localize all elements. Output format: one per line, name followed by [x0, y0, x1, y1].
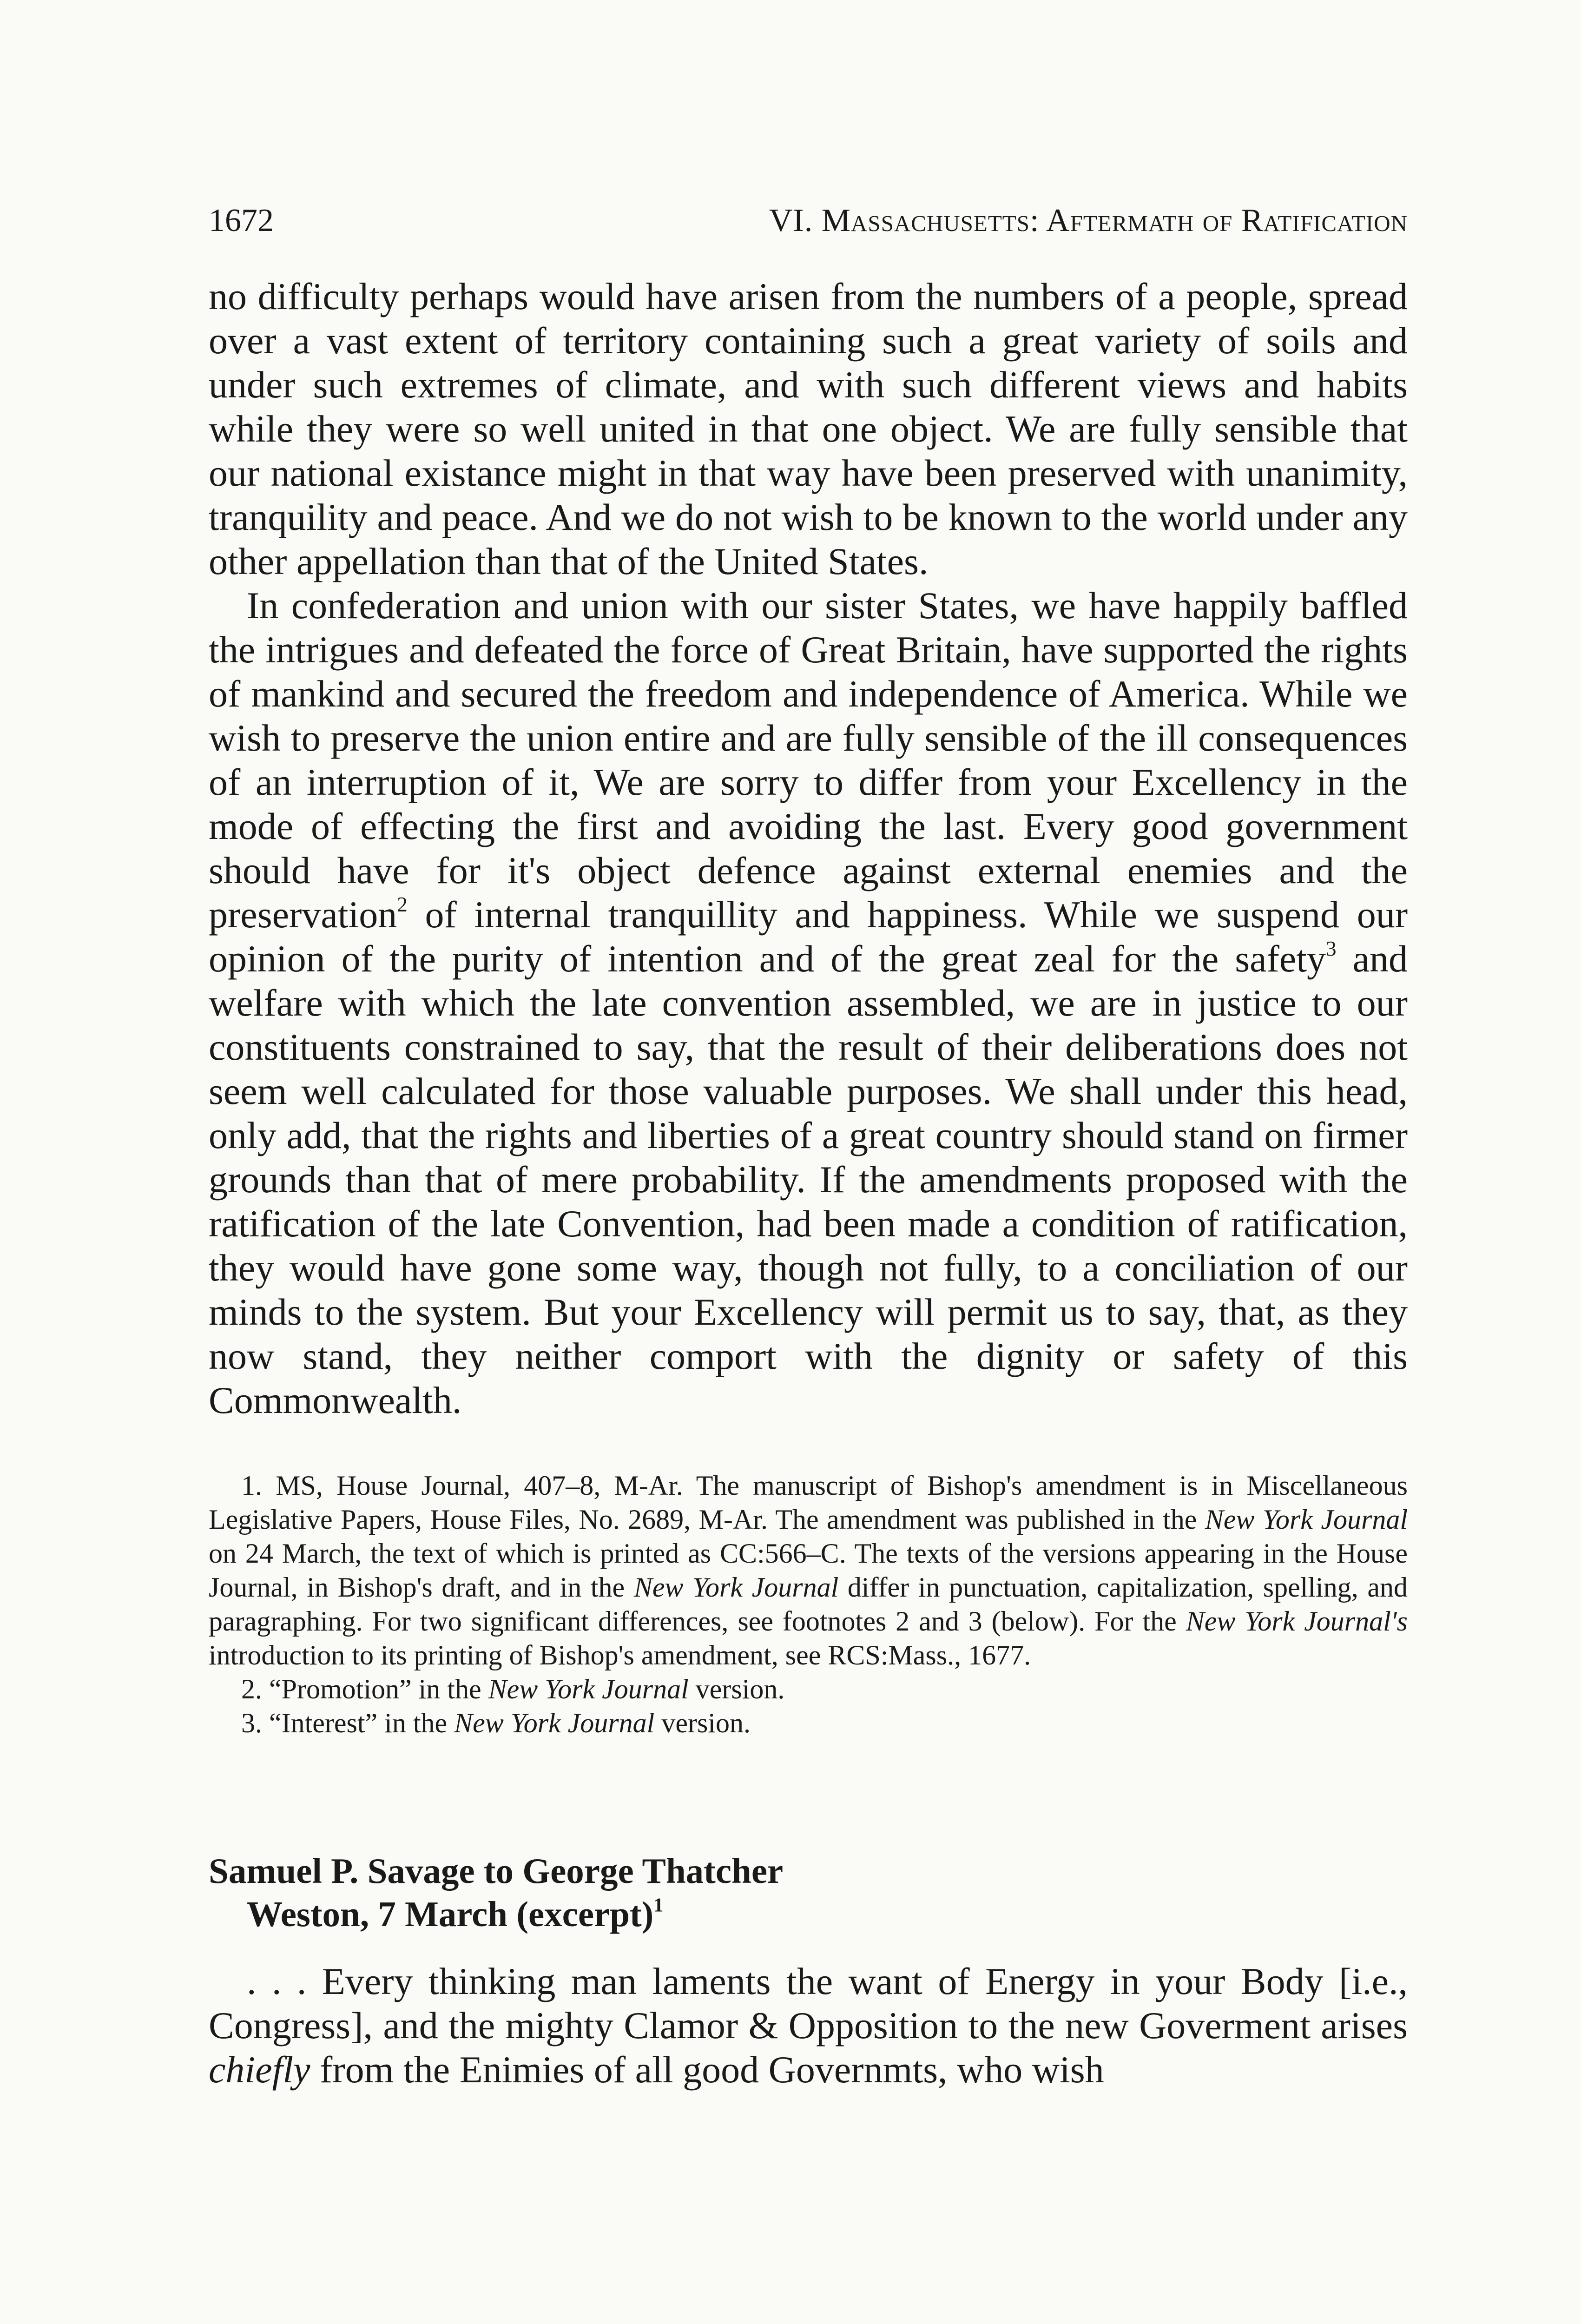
footnote-text: differ in punctuation, capitalization, spelling, and paragraphing. For two significant differences, see footnotes 2 and 3 (below). For the [209, 1572, 1408, 1637]
footnote-text: 1. MS, House Journal, 407–8, M-Ar. The manuscript of Bishop's amendment is in Miscellaneous Legislative Papers, House Files, No. 2689, M-Ar. The amendment was published in the [209, 1470, 1408, 1535]
page-number: 1672 [209, 203, 274, 238]
footnote-3 [209, 1706, 1408, 1740]
footnotes [209, 1469, 1408, 1740]
footnote-italic: New York Journal [454, 1708, 655, 1738]
footnote-ref-3: 3 [1326, 937, 1337, 961]
running-head [209, 200, 1408, 242]
paragraph-continued: no difficulty perhaps would have arisen from the numbers of a people, spread over a vast extent of territory containing such a great variety of soils and under such extremes of climate, and with such different views and habits while they were so well united in that one object. We are fully sensible that our national existance might in that way have been preserved with unanimity, tranquility and peace. And we do not wish to be known to the world under any other appellation than that of the United States. [209, 275, 1408, 582]
footnote-text: version. [688, 1674, 785, 1704]
letter-place-date-text: Weston, 7 March (excerpt) [247, 1894, 654, 1934]
page-content [209, 200, 1408, 2092]
letter-footnote-ref: 1 [653, 1894, 664, 1916]
letter-text [209, 1959, 1408, 2092]
footnote-ref-2: 2 [397, 893, 408, 917]
footnote-text: on 24 March, the text of which is printed as CC:566–C. The texts of the versions appearing in the House Journal, in Bishop's draft, and in the [209, 1538, 1408, 1603]
footnote-italic: New York Journal [488, 1674, 689, 1704]
letter-place-date [209, 1893, 1408, 1936]
letter-title: Samuel P. Savage to George Thatcher [209, 1851, 784, 1891]
footnote-text: version. [654, 1708, 751, 1738]
paragraph-confederation [209, 583, 1408, 1422]
footnote-text: introduction to its printing of Bishop's amendment, see RCS:Mass., 1677. [209, 1640, 1031, 1670]
footnote-2 [209, 1672, 1408, 1706]
footnote-italic: New York Journal [633, 1572, 839, 1603]
paragraph-text: and welfare with which the late convention assembled, we are in justice to our constituents constrained to say, that the result of their deliberations does not seem well calculated for those valuable purposes. We shall under this head, only add, that the rights and liberties of a great country should stand on firmer grounds than that of mere probability. If the amendments proposed with the ratification of the late Convention, had been made a condition of ratification, they would have gone some way, though not fully, to a conciliation of our minds to the system. But your Excellency will permit us to say, that, as they now stand, they neither comport with the dignity or safety of this Commonwealth. [209, 938, 1408, 1421]
footnote-italic: New York Journal [1205, 1504, 1408, 1535]
footnote-text: 3. “Interest” in the [241, 1708, 455, 1738]
running-title: VI. Massachusetts: Aftermath of Ratification [769, 203, 1408, 238]
paragraph-text: of internal tranquillity and happiness. While we suspend our opinion of the purity of intention and of the great zeal for the safety [209, 893, 1408, 980]
footnote-italic: New York Journal's [1186, 1606, 1408, 1637]
letter-text-part: . . . Every thinking man laments the want of Energy in your Body [i.e., Congress], and the mighty Clamor & Opposition to the new Goverment arises [209, 1960, 1408, 2047]
footnote-1 [209, 1469, 1408, 1672]
letter-text-italic: chiefly [209, 2048, 310, 2091]
footnote-text: 2. “Promotion” in the [241, 1674, 488, 1704]
letter-text-part: from the Enimies of all good Governmts, who wish [310, 2048, 1104, 2091]
paragraph-text: In confederation and union with our sister States, we have happily baffled the intrigues and defeated the force of Great Britain, have supported the rights of mankind and secured the freedom and independence of America. While we wish to preserve the union entire and are fully sensible of the ill consequences of an interruption of it, We are sorry to differ from your Excellency in the mode of effecting the first and avoiding the last. Every good government should have for it's object defence against external enemies and the preservation [209, 584, 1408, 936]
letter-heading [209, 1849, 1408, 1936]
